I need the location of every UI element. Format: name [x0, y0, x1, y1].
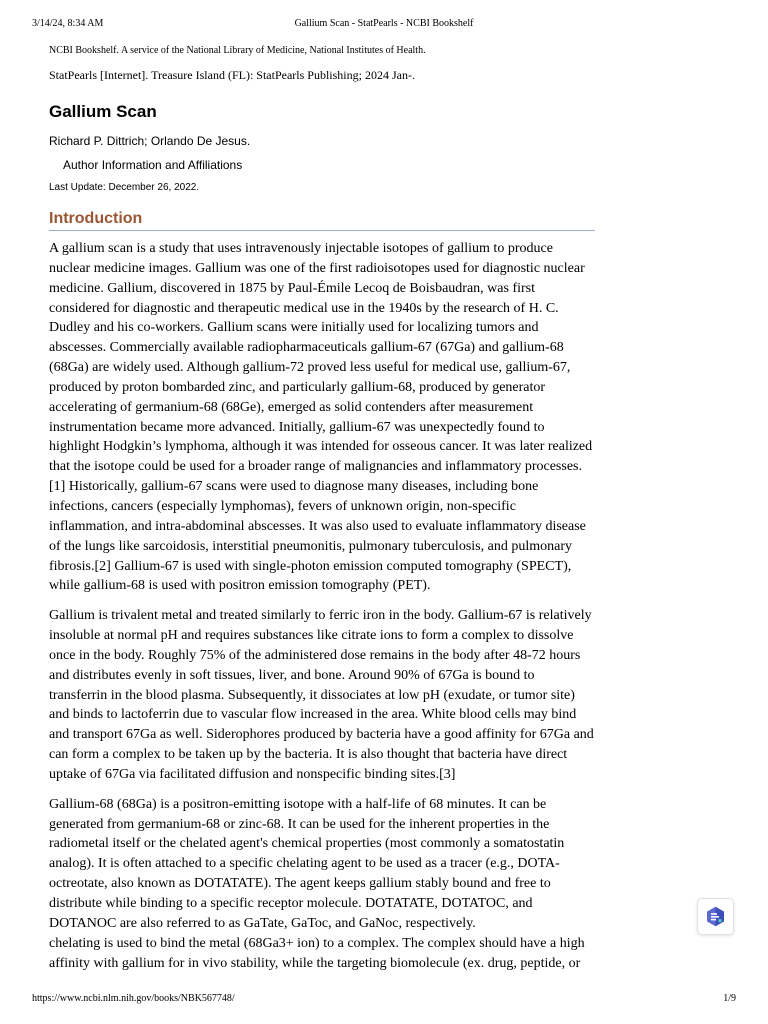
text-line: inflammation, and intra-abdominal abscesses. It was also used to evaluate inflammatory disease: [49, 518, 586, 534]
text-line: and distributes evenly in soft tissues, liver, and bone. Around 90% of 67Ga is bound to: [49, 667, 535, 683]
text-line: can form a complex to be taken up by the bacteria. It is also thought that bacteria have direct: [49, 747, 568, 763]
text-line: Gallium is trivalent metal and treated similarly to ferric iron in the body. Gallium-67 is relatively: [49, 608, 592, 624]
text-line: Gallium-68 (68Ga) is a positron-emitting isotope with a half-life of 68 minutes. It can be: [49, 796, 547, 812]
text-line: chelating is used to bind the metal (68Ga3+ ion) to a complex. The complex should have a high: [49, 935, 585, 951]
text-line: considered for diagnostic and therapeutic medical use in the 1940s by the research of H. C.: [49, 300, 559, 316]
introduction-body: [49, 239, 595, 973]
text-line: transferrin in the blood plasma. Subsequently, it dissociates at low pH (exudate, or tumor site): [49, 687, 575, 703]
text-line: uptake of 67Ga via facilitated diffusion and nonspecific binding sites.[3]: [49, 766, 456, 782]
document-content: [49, 44, 595, 983]
print-header: [32, 18, 736, 32]
text-line: once in the body. Roughly 75% of the administered dose remains in the body after 48-72 hours: [49, 647, 581, 663]
text-line: DOTANOC are also referred to as GaTate, GaToc, and GaNoc, respectively.: [49, 915, 476, 931]
text-line: A gallium scan is a study that uses intravenously injectable isotopes of gallium to produce: [49, 241, 553, 256]
section-heading-introduction: Introduction: [49, 209, 595, 231]
text-line: and binds to lactoferrin due to vascular flow increased in the area. White blood cells may bind: [49, 707, 577, 723]
bookshelf-note: NCBI Bookshelf. A service of the National Library of Medicine, National Institutes of Health.: [49, 45, 426, 56]
page-number: 1/9: [723, 993, 736, 1004]
text-line: analog). It is often attached to a specific chelating agent to be used as a tracer (e.g., DOTA-: [49, 856, 560, 872]
text-line: generated from germanium-68 or zinc-68. It can be used for the inherent properties in the: [49, 816, 550, 832]
text-line: Dudley and his co-workers. Gallium scans were initially used for localizing tumors and: [49, 320, 539, 336]
text-line: medicine. Gallium, discovered in 1875 by Paul-Émile Lecoq de Boisbaudran, was first: [49, 280, 535, 296]
text-line: distribute while binding to a specific receptor molecule. DOTATATE, DOTATOC, and: [49, 896, 533, 911]
paragraph: [49, 239, 595, 596]
text-line: nuclear medicine images. Gallium was one of the first radioisotopes used for diagnostic nuclear: [49, 260, 585, 276]
text-line: infections, cancers (especially lymphomas), fevers of unknown origin, non-specific: [49, 498, 516, 514]
text-line: affinity with gallium for in vivo stability, while the targeting biomolecule (ex. drug, peptide, or: [49, 955, 581, 971]
text-line: highlight Hodgkin’s lymphoma, although it was intended for osseous cancer. It was later realized: [49, 439, 593, 455]
text-line: produced by proton bombarded zinc, and particularly gallium-68, produced by generator: [49, 379, 546, 395]
last-update: Last Update: December 26, 2022.: [49, 182, 200, 193]
text-line: that the isotope could be used for a broader range of malignancies and inflammatory processes.: [49, 459, 582, 475]
print-footer: [32, 993, 736, 1007]
text-line: radiometal itself or the chelated agent's chemical properties (most commonly a somatostatin: [49, 836, 565, 852]
page-title: Gallium Scan: [49, 102, 157, 121]
text-line: abscesses. Commercially available radiopharmaceuticals gallium-67 (67Ga) and gallium-68: [49, 340, 564, 356]
citation: StatPearls [Internet]. Treasure Island (FL): StatPearls Publishing; 2024 Jan-.: [49, 68, 415, 82]
print-page-title: Gallium Scan - StatPearls - NCBI Bookshelf: [294, 18, 474, 29]
text-line: [1] Historically, gallium-67 scans were used to diagnose many diseases, including bone: [49, 479, 539, 495]
text-line: instrumentation became more advanced. Initially, gallium-67 was unexpectedly found to: [49, 419, 545, 435]
text-line: insoluble at normal pH and requires substances like citrate ions to form a complex to dissolve: [49, 628, 574, 644]
text-line: and transport 67Ga as well. Siderophores produced by bacteria have a good affinity for 67Ga and: [49, 727, 594, 743]
print-date: 3/14/24, 8:34 AM: [32, 18, 104, 29]
page-url: https://www.ncbi.nlm.nih.gov/books/NBK567748/: [32, 993, 235, 1004]
text-line: octreotate, also known as DOTATATE). The agent keeps gallium stably bound and free to: [49, 876, 551, 892]
author-info-link[interactable]: Author Information and Affiliations: [63, 158, 243, 172]
text-line: (68Ga) are widely used. Although gallium-72 proved less useful for medical use, gallium-67,: [49, 360, 571, 376]
authors: Richard P. Dittrich; Orlando De Jesus.: [49, 134, 251, 148]
text-line: while gallium-68 is used with positron emission tomography (PET).: [49, 578, 431, 594]
text-line: fibrosis.[2] Gallium-67 is used with single-photon emission computed tomography (SPECT),: [49, 558, 572, 574]
assistant-icon: [706, 906, 725, 927]
text-line: accelerating of germanium-68 (68Ge), emerged as solid contenders after measurement: [49, 399, 534, 415]
text-line: of the lungs like sarcoidosis, interstitial pneumonitis, pulmonary tuberculosis, and pulmonary: [49, 538, 572, 554]
assistant-button[interactable]: [697, 898, 734, 935]
paragraph: [49, 795, 595, 974]
paragraph: [49, 606, 595, 785]
